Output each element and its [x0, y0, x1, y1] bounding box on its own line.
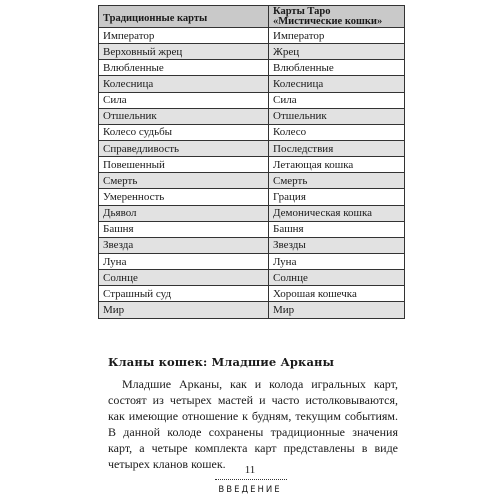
table-row: [99, 302, 405, 318]
mystic-cat-card-cell: Влюбленные: [269, 60, 405, 76]
traditional-card-cell: Звезда: [99, 237, 269, 253]
table-row: [99, 253, 405, 269]
table-row: [99, 173, 405, 189]
mystic-cat-card-cell: Колесница: [269, 76, 405, 92]
page-number: 11: [244, 464, 256, 476]
table-row: [99, 76, 405, 92]
mystic-cat-card-cell: Смерть: [269, 173, 405, 189]
traditional-card-cell: Умеренность: [99, 189, 269, 205]
mystic-cat-card-cell: Грация: [269, 189, 405, 205]
table-row: [99, 60, 405, 76]
traditional-card-cell: Влюбленные: [99, 60, 269, 76]
traditional-card-cell: Отшельник: [99, 108, 269, 124]
traditional-card-cell: Колесо судьбы: [99, 124, 269, 140]
tarot-comparison-table: [98, 5, 405, 319]
table-row: [99, 124, 405, 140]
traditional-card-cell: Император: [99, 28, 269, 44]
table-row: [99, 28, 405, 44]
table-row: [99, 189, 405, 205]
table-row: [99, 108, 405, 124]
mystic-cat-card-cell: Мир: [269, 302, 405, 318]
mystic-cat-card-cell: Луна: [269, 253, 405, 269]
table-row: [99, 221, 405, 237]
traditional-card-cell: Солнце: [99, 270, 269, 286]
mystic-cat-card-cell: Отшельник: [269, 108, 405, 124]
mystic-cat-card-cell: Последствия: [269, 140, 405, 156]
mystic-cat-card-cell: Император: [269, 28, 405, 44]
table-row: [99, 140, 405, 156]
section-title: Кланы кошек: Младшие Арканы: [108, 355, 335, 369]
traditional-card-cell: Смерть: [99, 173, 269, 189]
mystic-cat-card-cell: Звезды: [269, 237, 405, 253]
traditional-card-cell: Повешенный: [99, 157, 269, 173]
footer-dotted-rule: [215, 479, 287, 480]
header-line-1: Карты Таро: [273, 5, 331, 17]
traditional-card-cell: Колесница: [99, 76, 269, 92]
table-row: [99, 92, 405, 108]
table-body: [99, 28, 405, 319]
header-traditional-cards: Традиционные карты: [99, 6, 269, 28]
traditional-card-cell: Страшный суд: [99, 286, 269, 302]
mystic-cat-card-cell: Солнце: [269, 270, 405, 286]
table-row: [99, 44, 405, 60]
traditional-card-cell: Луна: [99, 253, 269, 269]
traditional-card-cell: Мир: [99, 302, 269, 318]
traditional-card-cell: Справедливость: [99, 140, 269, 156]
traditional-card-cell: Верховный жрец: [99, 44, 269, 60]
table-row: [99, 286, 405, 302]
running-footer: ВВЕДЕНИЕ: [218, 485, 282, 495]
traditional-card-cell: Сила: [99, 92, 269, 108]
mystic-cat-card-cell: Летающая кошка: [269, 157, 405, 173]
traditional-card-cell: Дьявол: [99, 205, 269, 221]
mystic-cat-card-cell: Башня: [269, 221, 405, 237]
table-row: [99, 270, 405, 286]
mystic-cat-card-cell: Демоническая кошка: [269, 205, 405, 221]
table-row: [99, 157, 405, 173]
table-header-row: [99, 6, 405, 28]
table-row: [99, 237, 405, 253]
traditional-card-cell: Башня: [99, 221, 269, 237]
body-paragraph: Младшие Арканы, как и колода игральных карт, состоят из четырех мастей и часто истолковываются, как имеющие отношение к будням, текущим событиям. В данной колоде сохранены традиционные значения карт, а четыре комплекта карт представлены в виде четырех кланов кошек.: [108, 377, 398, 471]
mystic-cat-card-cell: Хорошая кошечка: [269, 286, 405, 302]
mystic-cat-card-cell: Колесо: [269, 124, 405, 140]
header-mystic-cats-cards: [269, 6, 405, 28]
table-row: [99, 205, 405, 221]
mystic-cat-card-cell: Жрец: [269, 44, 405, 60]
header-line-2: «Мистические кошки»: [273, 15, 383, 27]
mystic-cat-card-cell: Сила: [269, 92, 405, 108]
